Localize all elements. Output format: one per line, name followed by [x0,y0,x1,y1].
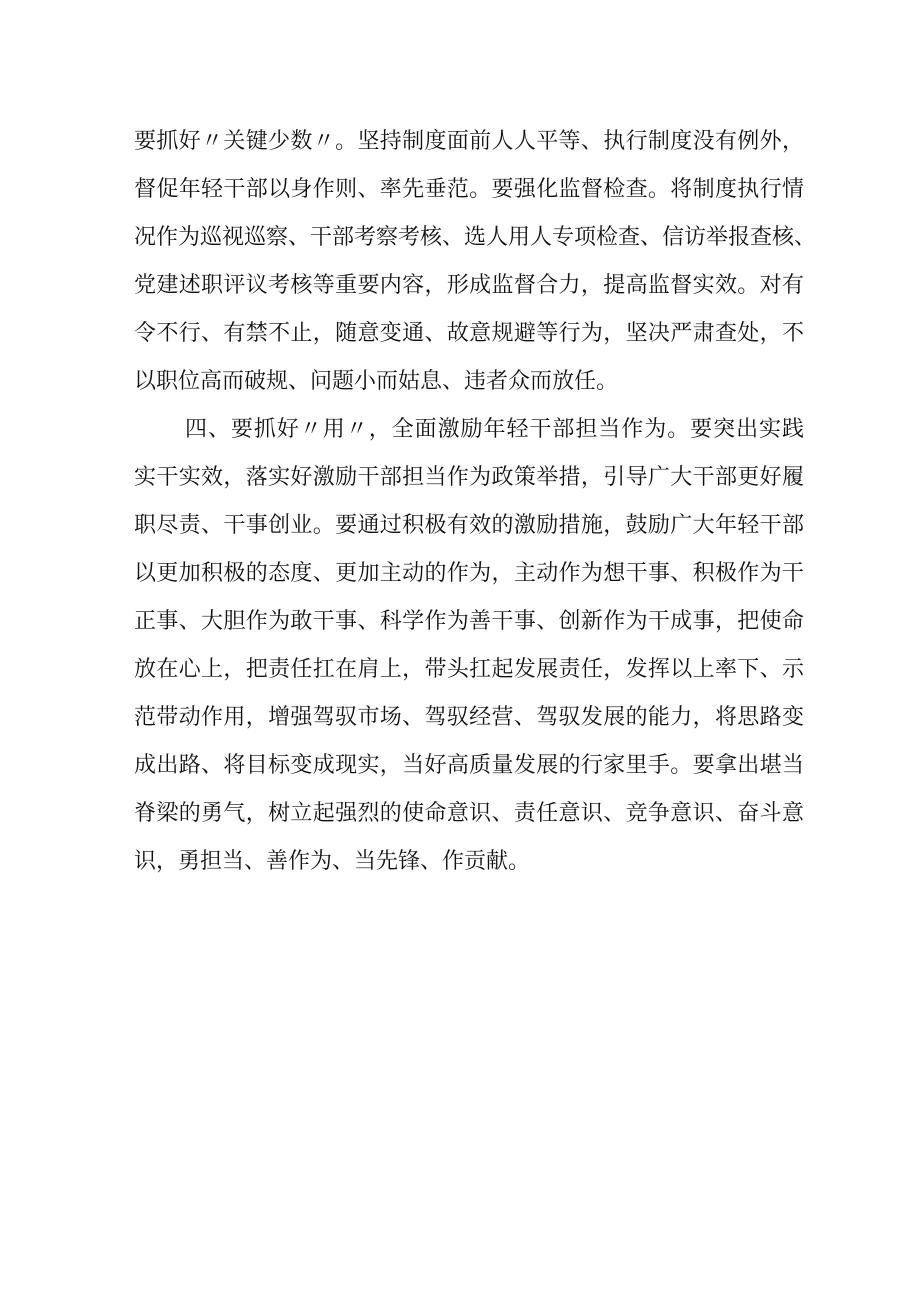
text-line: 以更加积极的态度、更加主动的作为，主动作为想干事、积极作为干 [134,561,804,586]
text-line: 实干实效，落实好激励干部担当作为政策举措，引导广大干部更好履 [134,465,804,490]
text-line: 况作为巡视巡察、干部考察考核、选人用人专项检查、信访举报查核、 [134,225,817,250]
text-line: 职尽责、干事创业。要通过积极有效的激励措施，鼓励广大年轻干部 [134,513,804,538]
text-line: 令不行、有禁不止，随意变通、故意规避等行为，坚决严肃查处，不 [134,321,804,346]
text-line: 四、要抓好〃用〃，全面激励年轻干部担当作为。要突出实践 [185,417,804,442]
text-line: 成出路、将目标变成现实，当好高质量发展的行家里手。要拿出堪当 [134,753,804,778]
text-line: 要抓好〃关键少数〃。坚持制度面前人人平等、执行制度没有例外， [134,129,804,154]
text-line: 脊梁的勇气，树立起强烈的使命意识、责任意识、竞争意识、奋斗意 [134,801,804,826]
text-line: 放在心上，把责任扛在肩上，带头扛起发展责任，发挥以上率下、示 [134,657,804,682]
paragraph-1 [134,118,817,406]
text-line: 识，勇担当、善作为、当先锋、作贡献。 [134,849,531,874]
text-line: 以职位高而破规、问题小而姑息、违者众而放任。 [134,369,619,394]
paragraph-2 [134,406,804,886]
text-line: 范带动作用，增强驾驭市场、驾驭经营、驾驭发展的能力，将思路变 [134,705,804,730]
text-line: 督促年轻干部以身作则、率先垂范。要强化监督检查。将制度执行情 [134,177,804,202]
text-line: 党建述职评议考核等重要内容，形成监督合力，提高监督实效。对有 [134,273,804,298]
document-body [134,118,817,886]
text-line: 正事、大胆作为敢干事、科学作为善干事、创新作为干成事，把使命 [134,609,804,634]
